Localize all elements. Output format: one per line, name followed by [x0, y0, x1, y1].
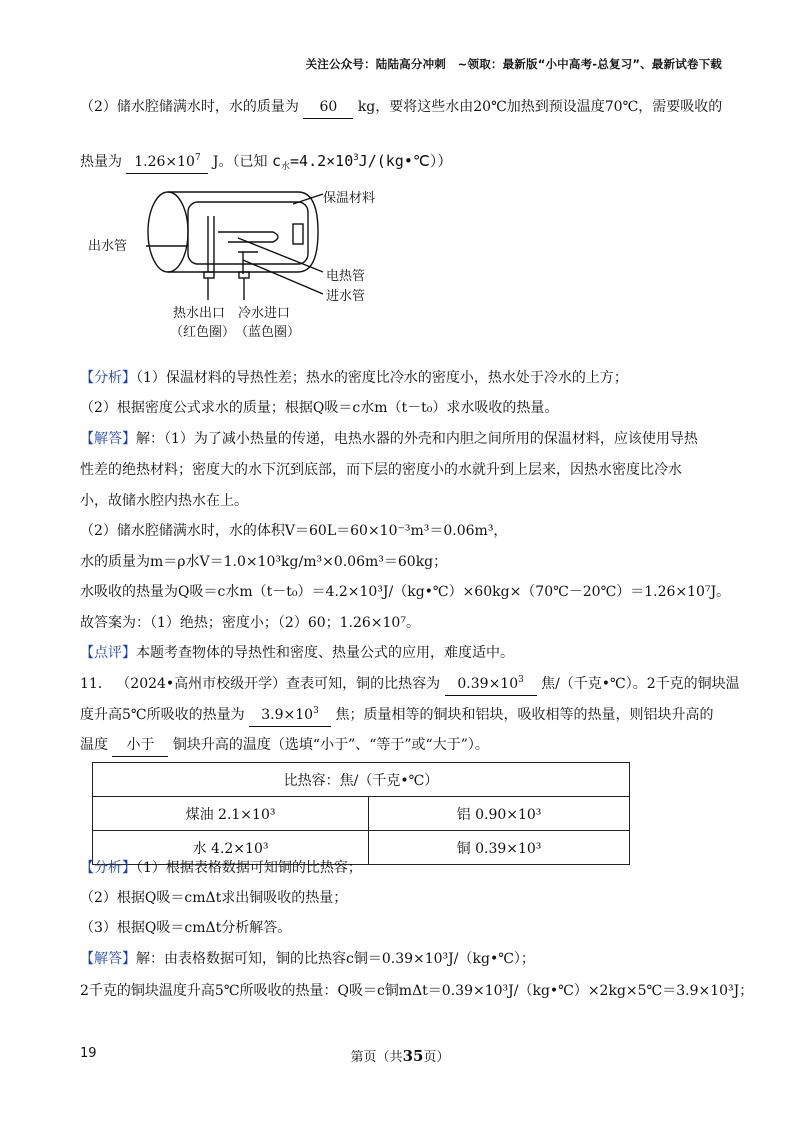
analysis2-line1: [80, 857, 720, 879]
page-count: [0, 1046, 800, 1065]
water-heater-diagram: [78, 182, 398, 362]
solution-line2: 性差的绝热材料；密度大的水下沉到底部，而下层的密度小的水就升到上层来，因热水密度比冷水: [80, 462, 682, 478]
known-specific-heat: $c_水=4.2\times 10^3J/(kg•℃)$）: [271, 152, 453, 172]
q2-line2: [80, 150, 720, 174]
q2-heat-exp: 7: [194, 153, 201, 163]
known-exp: 3: [353, 153, 359, 163]
label-hot-outlet: 热水出口: [173, 306, 226, 321]
outer-shell-left-ellipse: [148, 192, 188, 272]
q2-prefix: （2）储水腔储满水时，水的质量为: [80, 99, 299, 115]
q2-heat-value: 1.26×10: [134, 154, 195, 170]
comment-line: [80, 642, 720, 664]
label-hot-ring: （红色圈）: [170, 325, 236, 340]
q2-mid: kg，要将这些水由20℃加热到预设温度70℃，需要吸收的: [357, 99, 723, 115]
comment-text: 本题考查物体的导热性和密度、热量公式的应用，难度适中。: [136, 645, 514, 661]
known-sub: 水: [281, 162, 291, 172]
analysis-line1: [80, 367, 720, 389]
solution2-line1: [80, 948, 720, 970]
q11-line3-text: 温度: [80, 737, 108, 753]
label-cold-ring: （蓝色圈）: [235, 325, 301, 340]
solution-line3: 小，故储水腔内热水在上。: [80, 493, 248, 509]
table-header-row: [93, 763, 630, 797]
specific-heat-table: [92, 762, 630, 865]
q11-answer1-value: 0.39×10: [457, 676, 519, 692]
solution2-line2: 2千克的铜块温度升高5℃所吸收的热量：Q吸＝c铜mΔt＝0.39×10³J/（kg•℃）×2kg×5℃＝3.9×10³J；: [80, 983, 754, 999]
known-value: =4.2×10: [290, 152, 354, 170]
q11-answer3: 小于: [112, 734, 168, 757]
page-count-prefix: 第页（共: [350, 1050, 403, 1065]
table-header: 比热容：焦/（千克•℃）: [93, 763, 630, 797]
q2-heat-prefix: 热量为: [80, 154, 122, 170]
cold-inlet-port: [239, 272, 249, 278]
q2-heat-suffix: J。（已知: [212, 154, 268, 170]
solution-line6: 水吸收的热量为Q吸＝c水m（t－t₀）＝4.2×10³J/（kg•℃）×60kg×（70℃－20℃）＝1.26×10⁷J。: [80, 584, 731, 600]
table-cell: 煤油 2.1×10³: [93, 797, 369, 831]
solution2-text1: 解：由表格数据可知，铜的比热容c铜＝0.39×10³J/（kg•℃）；: [136, 951, 535, 967]
known-c: c: [271, 152, 282, 170]
solution-line1: [80, 428, 720, 450]
table-cell: 铝 0.90×10³: [369, 797, 630, 831]
q11-line3-tail: 铜块升高的温度（选填“小于”、“等于”或“大于”）。: [172, 737, 489, 753]
comment-tag: 【点评】: [80, 645, 136, 661]
analysis-tag: 【分析】: [80, 370, 136, 386]
q11-line2-text: 度升高5℃所吸收的热量为: [80, 707, 245, 723]
side-cap: [293, 224, 303, 244]
label-inlet-pipe: 进水管: [326, 289, 366, 304]
heater-leader: [238, 238, 323, 272]
solution-line7: 故答案为：（1）绝热；密度小；（2）60；1.26×10⁷。: [80, 615, 420, 631]
q11-line1-text: （2024•高州市校级开学）查表可知，铜的比热容为: [116, 676, 441, 692]
solution-text1: 解：（1）为了减小热量的传递，电热水器的外壳和内胆之间所用的保温材料，应该使用导热: [136, 431, 698, 447]
q11-number: 11．: [80, 676, 112, 692]
table-cell: 水 4.2×10³: [93, 831, 369, 865]
analysis-line2: （2）根据密度公式求水的质量；根据Q吸＝c水m（t－t₀）求水吸收的热量。: [80, 400, 559, 416]
table-row: [93, 797, 630, 831]
page-count-suffix: 页）: [423, 1050, 450, 1065]
q11-answer2: [249, 704, 331, 727]
inner-tank: [188, 202, 308, 264]
analysis2-tag: 【分析】: [80, 860, 136, 876]
table-cell: 铜 0.39×10³: [369, 831, 630, 865]
solution-line5: 水的质量为m＝ρ水V＝1.0×10³kg/m³×0.06m³＝60kg；: [80, 554, 448, 570]
label-heater: 电热管: [326, 269, 366, 284]
analysis2-line3: （3）根据Q吸＝cmΔt分析解答。: [80, 920, 292, 936]
q11-answer1: [445, 673, 537, 696]
page-total: 35: [402, 1047, 424, 1065]
q2-heat-answer: [126, 151, 208, 174]
page-number: 19: [80, 1046, 97, 1061]
solution2-tag: 【解答】: [80, 951, 136, 967]
analysis2-line2: （2）根据Q吸＝cmΔt求出铜吸收的热量；: [80, 890, 348, 906]
heater-element: [218, 232, 278, 242]
q11-line2-tail: 焦；质量相等的铜块和铝块，吸收相等的热量，则铝块升高的: [335, 707, 714, 723]
label-outlet-pipe: 出水管: [88, 239, 128, 254]
solution-tag: 【解答】: [80, 431, 136, 447]
analysis2-text1: （1）根据表格数据可知铜的比热容；: [136, 860, 362, 876]
q11-line1-tail: 焦/（千克•℃）。2千克的铜块温: [541, 676, 740, 692]
q2-mass-answer: 60: [303, 96, 353, 119]
q11-answer1-exp: 3: [518, 675, 524, 685]
known-unit: J/(kg•℃）: [358, 152, 438, 170]
hot-outlet-port: [204, 272, 214, 278]
solution-line4: （2）储水腔储满水时，水的体积V＝60L＝60×10⁻³m³＝0.06m³，: [80, 523, 508, 539]
page-header: 关注公众号：陆陆高分冲刺 ~领取：最新版“小中高考-总复习”、最新试卷下载: [305, 57, 722, 71]
q11-answer2-value: 3.9×10: [261, 707, 314, 723]
q11-line2: [80, 704, 720, 727]
q11-line1: [80, 673, 740, 696]
q11-answer2-exp: 3: [313, 706, 319, 716]
label-cold-inlet: 冷水进口: [238, 306, 291, 321]
analysis-text1: （1）保温材料的导热性差；热水的密度比冷水的密度小，热水处于冷水的上方；: [136, 370, 628, 386]
q2-line1: [80, 96, 723, 119]
label-insulation: 保温材料: [323, 191, 376, 206]
q11-line3: [80, 734, 720, 757]
